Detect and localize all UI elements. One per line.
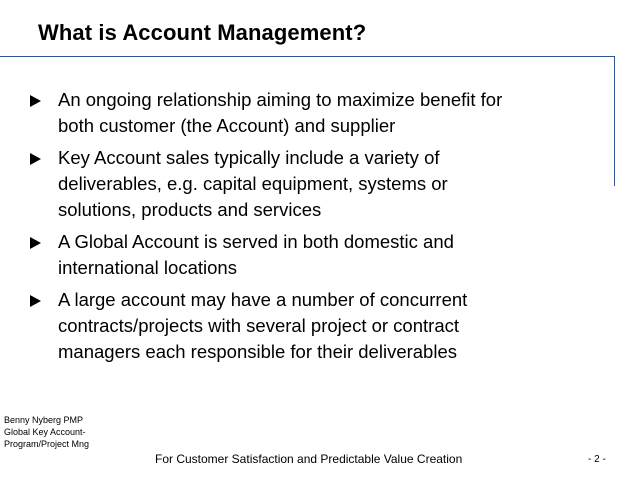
bullet-line: A large account may have a number of concurrent [58, 289, 468, 310]
triangle-bullet-icon [30, 95, 41, 107]
right-vertical-rule [614, 56, 615, 186]
bullet-line: both customer (the Account) and supplier [58, 115, 396, 136]
bullet-line: contracts/projects with several project or contract [58, 315, 459, 336]
bullet-line: solutions, products and services [58, 199, 322, 220]
bullet-item [30, 287, 605, 365]
bullet-list [30, 87, 605, 371]
triangle-bullet-icon [30, 237, 41, 249]
page-number: - 2 - [588, 454, 606, 465]
slide-title: What is Account Management? [38, 20, 367, 45]
footer-author-line: Program/Project Mng [4, 439, 90, 449]
footer-author-line: Global Key Account- [4, 427, 86, 437]
bullet-line: An ongoing relationship aiming to maximize benefit for [58, 89, 503, 110]
bullet-line: A Global Account is served in both domestic and [58, 231, 454, 252]
footer-author-line: Benny Nyberg PMP [4, 415, 84, 425]
bullet-item [30, 87, 605, 139]
bullet-line: managers each responsible for their deliverables [58, 341, 457, 362]
bullet-line: Key Account sales typically include a variety of [58, 147, 440, 168]
bullet-item [30, 145, 605, 223]
triangle-bullet-icon [30, 295, 41, 307]
bullet-line: international locations [58, 257, 237, 278]
bullet-item [30, 229, 605, 281]
triangle-bullet-icon [30, 153, 41, 165]
bullet-line: deliverables, e.g. capital equipment, systems or [58, 173, 448, 194]
title-underline [0, 56, 614, 57]
footer-tagline: For Customer Satisfaction and Predictable Value Creation [155, 452, 463, 466]
footer-author [4, 414, 124, 450]
